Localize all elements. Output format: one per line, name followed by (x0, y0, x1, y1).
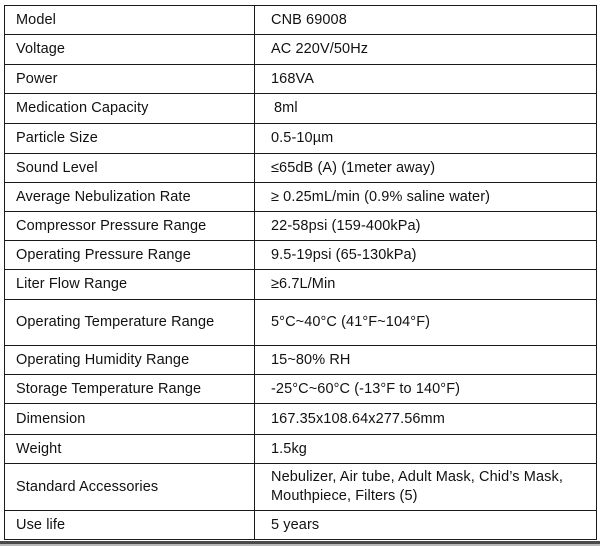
row-value: 5 years (255, 511, 597, 540)
table-row-operating-humidity (5, 346, 597, 375)
row-label: Dimension (5, 404, 255, 435)
row-value: ≥ 0.25mL/min (0.9% saline water) (255, 183, 597, 212)
row-value: AC 220V/50Hz (255, 35, 597, 65)
table-row-liter-flow (5, 270, 597, 300)
row-label: Sound Level (5, 154, 255, 183)
row-label: Weight (5, 435, 255, 464)
table-row-sound-level (5, 154, 597, 183)
row-value: 15~80% RH (255, 346, 597, 375)
row-value: ≥6.7L/Min (255, 270, 597, 300)
row-value: -25°C~60°C (-13°F to 140°F) (255, 375, 597, 404)
row-value: CNB 69008 (255, 6, 597, 35)
row-label: Voltage (5, 35, 255, 65)
table-row-operating-pressure (5, 241, 597, 270)
table-row-nebulization-rate (5, 183, 597, 212)
row-value: 22-58psi (159-400kPa) (255, 212, 597, 241)
table-row-storage-temperature (5, 375, 597, 404)
row-label: Operating Pressure Range (5, 241, 255, 270)
table-row-particle-size (5, 124, 597, 154)
row-label: Model (5, 6, 255, 35)
row-value: 9.5-19psi (65-130kPa) (255, 241, 597, 270)
row-label: Compressor Pressure Range (5, 212, 255, 241)
table-row-standard-accessories (5, 464, 597, 511)
table-row-dimension (5, 404, 597, 435)
row-value: Nebulizer, Air tube, Adult Mask, Chid’s Mask, Mouthpiece, Filters (5) (255, 464, 597, 511)
row-value: 8ml (255, 94, 597, 124)
row-label: Standard Accessories (5, 464, 255, 511)
row-label: Particle Size (5, 124, 255, 154)
row-label: Power (5, 65, 255, 94)
row-label: Liter Flow Range (5, 270, 255, 300)
table-row-medication-capacity (5, 94, 597, 124)
row-value: 167.35x108.64x277.56mm (255, 404, 597, 435)
row-label: Medication Capacity (5, 94, 255, 124)
row-value: 0.5-10µm (255, 124, 597, 154)
table-row-voltage (5, 35, 597, 65)
row-label: Storage Temperature Range (5, 375, 255, 404)
table-row-weight (5, 435, 597, 464)
row-value: 1.5kg (255, 435, 597, 464)
table-row-power (5, 65, 597, 94)
table-row-operating-temperature (5, 300, 597, 346)
row-value: 5°C~40°C (41°F~104°F) (255, 300, 597, 346)
table-row-model (5, 6, 597, 35)
row-label: Average Nebulization Rate (5, 183, 255, 212)
row-value: 168VA (255, 65, 597, 94)
table-row-use-life (5, 511, 597, 540)
row-value: ≤65dB (A) (1meter away) (255, 154, 597, 183)
row-label: Use life (5, 511, 255, 540)
table-row-compressor-pressure (5, 212, 597, 241)
row-label: Operating Temperature Range (5, 300, 255, 346)
specifications-table (4, 5, 597, 540)
row-label: Operating Humidity Range (5, 346, 255, 375)
